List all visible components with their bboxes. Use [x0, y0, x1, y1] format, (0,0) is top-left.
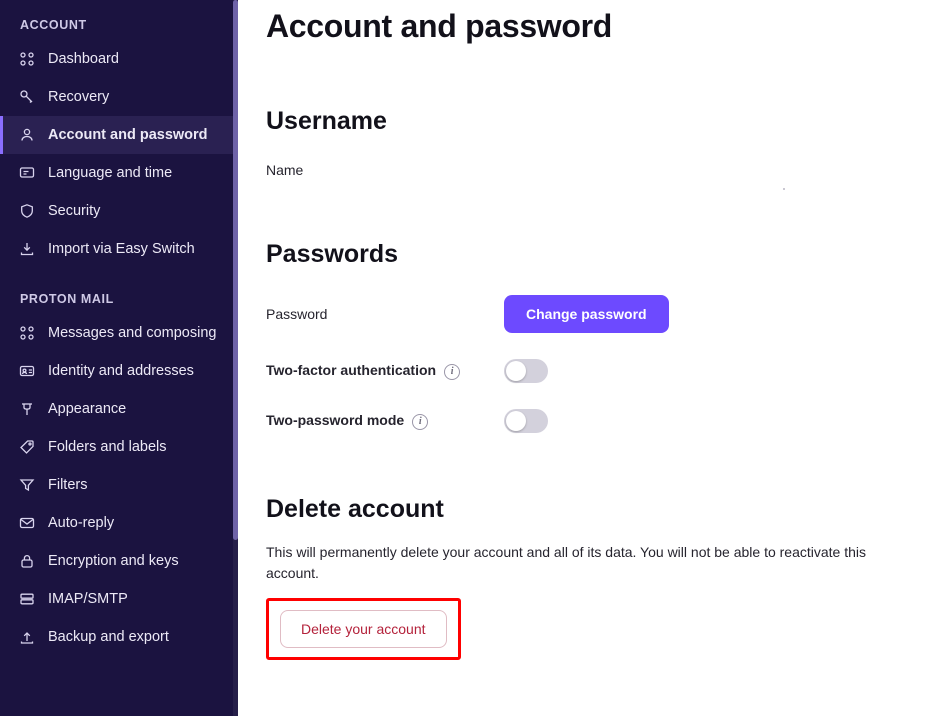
sidebar-item-label: Messages and composing: [48, 325, 217, 341]
sidebar-item-dashboard[interactable]: [0, 40, 238, 78]
sidebar: [0, 0, 238, 716]
grid-icon: [18, 324, 36, 342]
two-factor-label-wrap: [266, 362, 504, 379]
sidebar-item-label: Filters: [48, 477, 88, 493]
sidebar-section-gap: [0, 268, 238, 288]
sidebar-item-label: Backup and export: [48, 629, 169, 645]
delete-your-account-button[interactable]: Delete your account: [280, 610, 447, 648]
delete-section-heading: Delete account: [266, 495, 444, 523]
sidebar-item-auto-reply[interactable]: [0, 504, 238, 542]
info-icon[interactable]: i: [412, 414, 428, 430]
sidebar-item-identity-and-addresses[interactable]: [0, 352, 238, 390]
password-row: [266, 295, 905, 333]
passwords-section-heading: Passwords: [266, 240, 399, 268]
two-password-label-wrap: [266, 412, 504, 429]
page-title: Account and password: [266, 8, 613, 44]
sidebar-item-label: IMAP/SMTP: [48, 591, 128, 607]
upload-icon: [18, 628, 36, 646]
sidebar-item-label: Language and time: [48, 165, 173, 181]
sidebar-item-label: Appearance: [48, 401, 127, 417]
password-label: Password: [266, 306, 328, 322]
tag-icon: [18, 438, 36, 456]
sidebar-item-label: Security: [48, 203, 101, 219]
sidebar-item-imap-smtp[interactable]: [0, 580, 238, 618]
sidebar-item-label: Folders and labels: [48, 439, 167, 455]
sidebar-item-label: Recovery: [48, 89, 110, 105]
toggle-knob: [506, 361, 526, 381]
filter-icon: [18, 476, 36, 494]
two-factor-toggle[interactable]: [504, 359, 548, 383]
language-icon: [18, 164, 36, 182]
main-content: [238, 0, 945, 716]
sidebar-section-title-account: ACCOUNT: [20, 18, 87, 32]
two-password-row: [266, 409, 905, 433]
sidebar-item-folders-and-labels[interactable]: [0, 428, 238, 466]
sidebar-item-backup-and-export[interactable]: [0, 618, 238, 656]
username-value-dot: [783, 188, 785, 190]
two-factor-row: [266, 359, 905, 383]
sidebar-item-label: Identity and addresses: [48, 363, 194, 379]
import-icon: [18, 240, 36, 258]
sidebar-item-label: Import via Easy Switch: [48, 241, 195, 257]
sidebar-section-title-proton-mail: PROTON MAIL: [20, 292, 114, 306]
delete-account-highlight: [266, 598, 461, 660]
sidebar-item-label: Encryption and keys: [48, 553, 179, 569]
sidebar-item-import-via-easy-switch[interactable]: [0, 230, 238, 268]
sidebar-item-encryption-and-keys[interactable]: [0, 542, 238, 580]
toggle-knob: [506, 411, 526, 431]
sidebar-item-filters[interactable]: [0, 466, 238, 504]
envelope-icon: [18, 514, 36, 532]
dashboard-icon: [18, 50, 36, 68]
change-password-button[interactable]: Change password: [504, 295, 669, 333]
shield-icon: [18, 202, 36, 220]
sidebar-item-recovery[interactable]: [0, 78, 238, 116]
two-factor-label: Two-factor authentication: [266, 362, 437, 379]
two-password-toggle[interactable]: [504, 409, 548, 433]
sidebar-item-security[interactable]: [0, 192, 238, 230]
delete-description: This will permanently delete your account and all of its data. You will not be able to reactivate this account.: [266, 544, 867, 581]
lock-icon: [18, 552, 36, 570]
sidebar-item-label: Auto-reply: [48, 515, 115, 531]
server-icon: [18, 590, 36, 608]
sidebar-item-messages-and-composing[interactable]: [0, 314, 238, 352]
sidebar-item-label: Account and password: [48, 127, 208, 143]
info-icon[interactable]: i: [444, 364, 460, 380]
sidebar-item-label: Dashboard: [48, 51, 119, 67]
name-label: Name: [266, 162, 304, 178]
user-icon: [18, 126, 36, 144]
sidebar-item-account-and-password[interactable]: [0, 116, 238, 154]
key-icon: [18, 88, 36, 106]
sidebar-item-language-and-time[interactable]: [0, 154, 238, 192]
id-card-icon: [18, 362, 36, 380]
username-section-heading: Username: [266, 107, 387, 135]
username-row: [266, 162, 905, 178]
brush-icon: [18, 400, 36, 418]
two-password-label: Two-password mode: [266, 412, 405, 429]
sidebar-item-appearance[interactable]: [0, 390, 238, 428]
